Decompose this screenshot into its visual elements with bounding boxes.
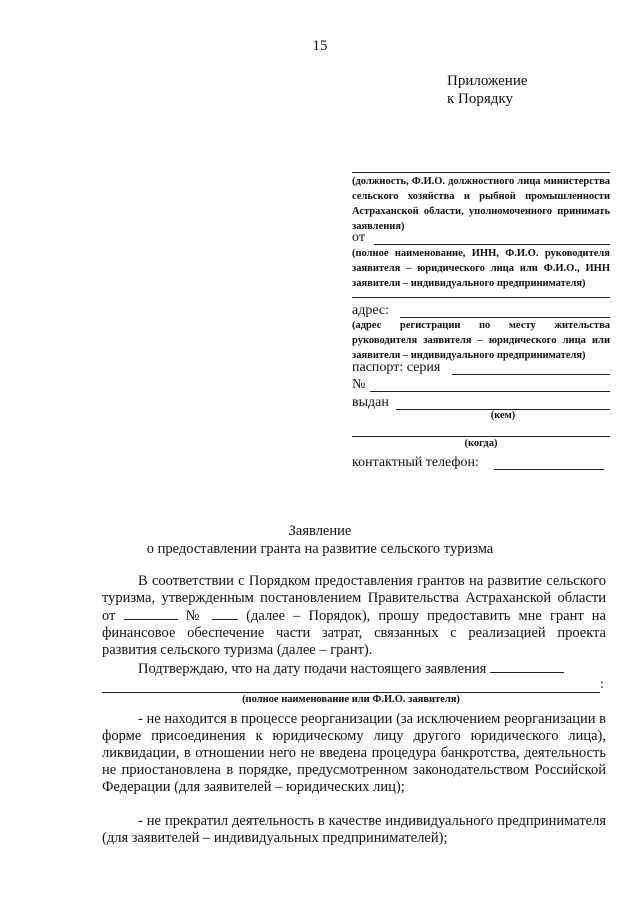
address-label: адрес: [352,303,390,318]
issued-when-line[interactable] [352,436,610,437]
paragraph-2 [102,660,606,678]
date-blank[interactable] [124,607,178,620]
paragraph-4-text: - не прекратил деятельность в качестве индивидуального предпринимателя (для заявителей – индивидуальных предпринимателей); [102,813,606,846]
applicant-name-line[interactable] [102,692,600,693]
phone-label: контактный телефон: [352,455,479,470]
colon: : [600,677,604,692]
paragraph-1 [102,573,606,659]
number-blank[interactable] [212,607,238,620]
passport-series-line[interactable] [452,374,610,375]
applicant-name-note: (полное наименование или Ф.И.О. заявителя) [242,694,460,705]
issued-label: выдан [352,395,389,410]
appendix-line-2: к Порядку [447,91,513,107]
passport-number-line[interactable] [370,391,610,392]
page-number: 15 [312,38,328,54]
document-title: Заявление [288,523,352,539]
number-sign: № [185,608,204,624]
appendix-line-1: Приложение [447,73,528,89]
paragraph-3-text: - не находится в процессе реорганизации (за исключением реорганизации в форме присоединения к юридическому лицу другого юридического лица), ликвидации, в отношении него не введена процедура банкротства, деятельность не приостановлена в порядке, предусмотренном законодательством Российской Федерации (для заявителей – юридических лиц); [102,711,606,795]
appendix-header [447,72,528,108]
address-note: (адрес регистрации по месту жительства руководителя заявителя – юридического лица или заявителя – индивидуального предпринимателя) [352,320,610,361]
paragraph-1-end: (далее – Порядок), прошу предоставить мне грант на финансовое обеспечение части затрат, связанных с реализацией проекта развития сельского туризма (далее – грант). [102,608,606,658]
issued-when-note: (когда) [464,438,498,449]
recipient-note: (должность, Ф.И.О. должностного лица министерства сельского хозяйства и рыбной промышленности Астраханской области, уполномоченного принимать заявления) [352,176,610,232]
issued-by-note: (кем) [490,410,516,421]
from-label: от [352,230,365,245]
phone-line[interactable] [494,469,604,470]
paragraph-1-start: В соответствии с Порядком предоставления грантов на развитие сельского туризма, утвержденным постановлением Правительства Астраханской области от [102,573,606,624]
paragraph-4 [102,813,606,847]
passport-number-label: № [352,377,366,392]
from-line[interactable] [374,244,610,245]
paragraph-3 [102,711,606,796]
document-subtitle: о предоставлении гранта на развитие сельского туризма [146,541,494,557]
date-submission-blank[interactable] [490,660,564,673]
paragraph-2-text: Подтверждаю, что на дату подачи настоящего заявления [138,661,487,677]
passport-label: паспорт: серия [352,360,441,375]
from-line-2[interactable] [352,297,610,298]
recipient-line[interactable] [352,172,610,173]
from-note: (полное наименование, ИНН, Ф.И.О. руководителя заявителя – юридического лица или Ф.И.О., ИНН заявителя – индивидуального предпринимателя) [352,248,610,289]
